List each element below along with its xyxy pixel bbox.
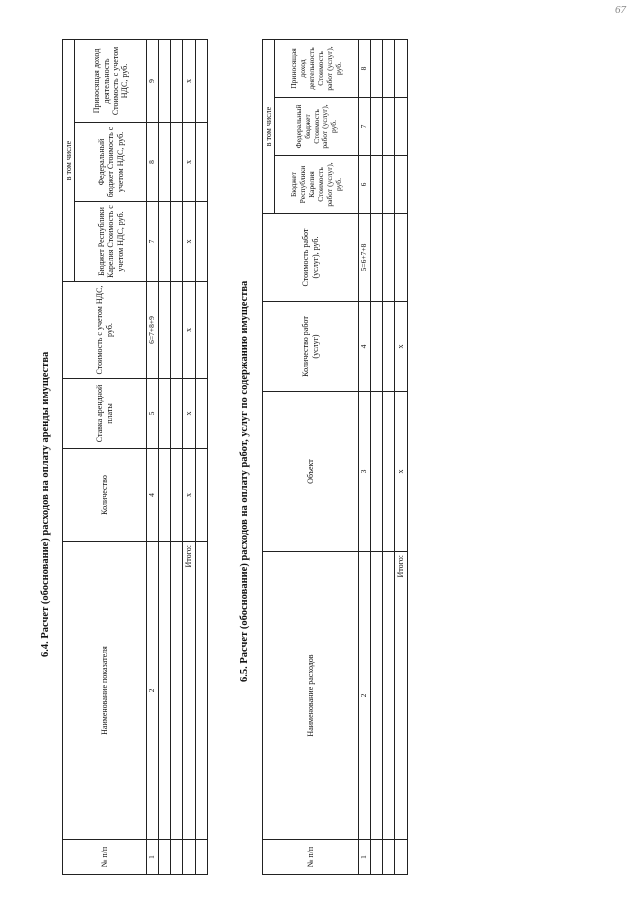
colnum-2: 2: [147, 542, 159, 840]
col-income-header: Приносящая доход деятельность Стоимость работ (услуг), руб.: [275, 40, 359, 98]
col-rk-header: Бюджет Республики Карелия Стоимость работ (услуг), руб.: [275, 156, 359, 214]
incl-header: в том числе: [63, 40, 75, 282]
colnum-6: 6: [359, 156, 371, 214]
total-rk: x: [183, 202, 195, 282]
page-mark: 67: [615, 4, 626, 16]
colnum-1: 1: [147, 840, 159, 875]
total-qty: x: [395, 302, 407, 392]
colnum-2: 2: [359, 552, 371, 840]
col-num-header: № п/п: [63, 840, 147, 875]
total-row: [395, 40, 407, 875]
table-row: [383, 40, 395, 875]
table-row: [371, 40, 383, 875]
col-name-header: Наименование показателя: [63, 542, 147, 840]
col-name-header: Наименование расходов: [263, 552, 359, 840]
total-rate: x: [183, 379, 195, 449]
col-cost-header: Стоимость с учетом НДС, руб.: [63, 282, 147, 379]
col-cost-header: Стоимость работ (услуг), руб.: [263, 214, 359, 302]
col-rk-header: Бюджет Республики Карелия Стоимость с учетом НДС, руб.: [75, 202, 147, 282]
incl-header: в том числе: [263, 40, 275, 214]
colnum-1: 1: [359, 840, 371, 875]
col-qty-header: Количество работ (услуг): [263, 302, 359, 392]
col-object-header: Объект: [263, 392, 359, 552]
col-fed-header: Федеральный бюджет Стоимость работ (услуг), руб.: [275, 98, 359, 156]
col-rate-header: Ставка арендной платы: [63, 379, 147, 449]
total-label: Итого:: [183, 542, 195, 840]
table-row: [195, 40, 207, 875]
colnum-3: 4: [147, 449, 159, 542]
section-65-title: 6.5. Расчет (обоснование) расходов на оплату работ, услуг по содержанию имущества: [239, 280, 250, 682]
rent-table: [62, 39, 208, 875]
maintenance-table: [262, 39, 408, 875]
colnum-7: 8: [147, 123, 159, 202]
total-row: [183, 40, 195, 875]
col-num-header: № п/п: [263, 840, 359, 875]
total-object: x: [395, 392, 407, 552]
total-fed: x: [183, 123, 195, 202]
col-fed-header: Федеральный бюджет Стоимость с учетом НДС, руб.: [75, 123, 147, 202]
colnum-4: 4: [359, 302, 371, 392]
total-qty: x: [183, 449, 195, 542]
col-qty-header: Количество: [63, 449, 147, 542]
colnum-8: 9: [147, 40, 159, 123]
section-64-title: 6.4. Расчет (обоснование) расходов на оплату аренды имущества: [40, 351, 51, 657]
colnum-5: 6=7+8+9: [147, 282, 159, 379]
colnum-3: 3: [359, 392, 371, 552]
col-income-header: Приносящая доход деятельность Стоимость с учетом НДС, руб.: [75, 40, 147, 123]
total-income: x: [183, 40, 195, 123]
table-row: [159, 40, 171, 875]
table-row: [171, 40, 183, 875]
colnum-8: 8: [359, 40, 371, 98]
colnum-6: 7: [147, 202, 159, 282]
colnum-7: 7: [359, 98, 371, 156]
total-cost: x: [183, 282, 195, 379]
colnum-5: 5=6+7+8: [359, 214, 371, 302]
colnum-4: 5: [147, 379, 159, 449]
total-label: Итого:: [395, 552, 407, 840]
